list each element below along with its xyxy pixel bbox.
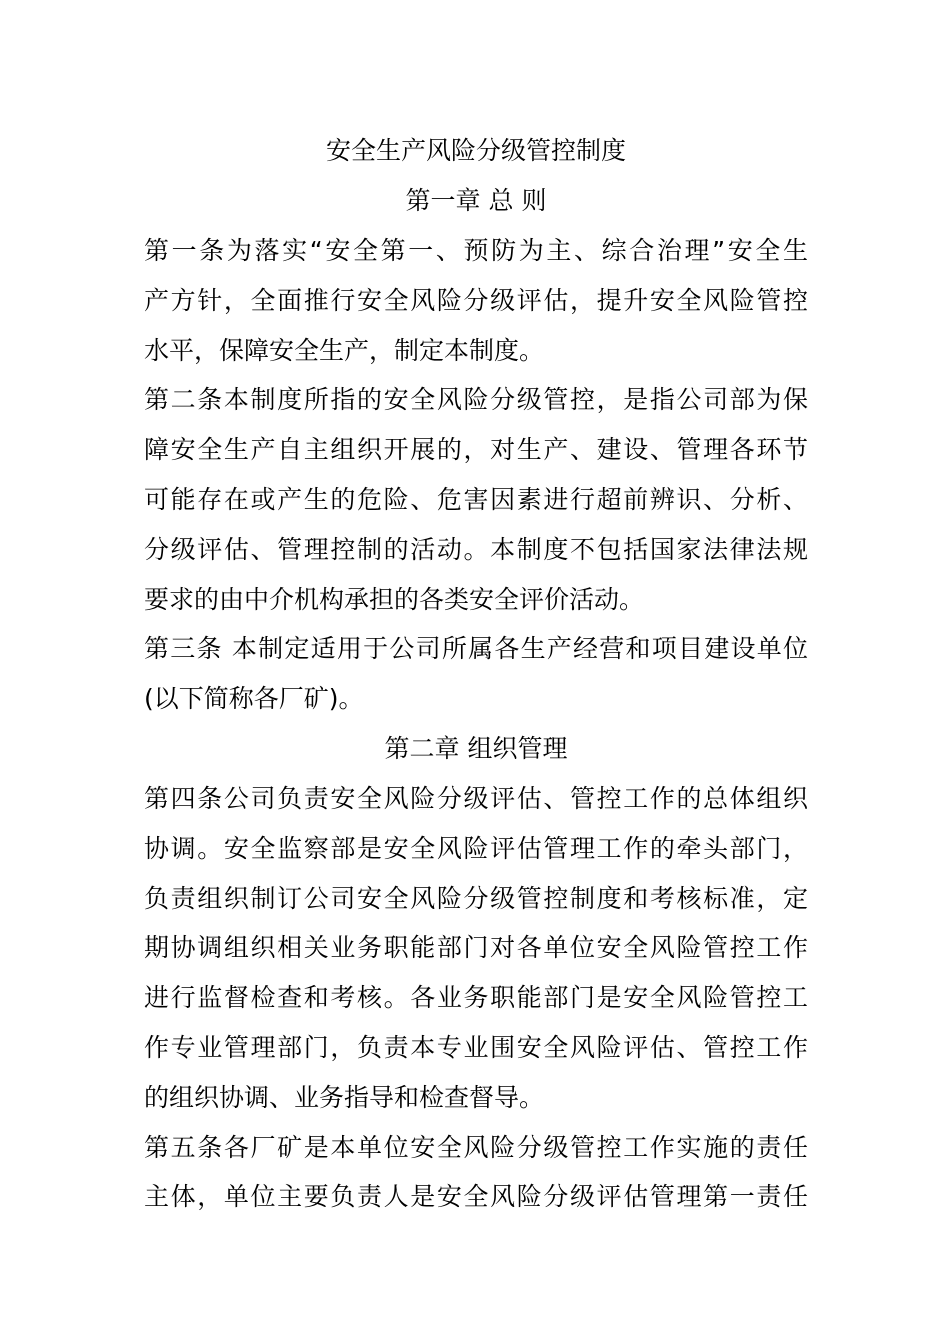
article-2-line-3: 可能存在或产生的危险、危害因素进行超前辨识、分析、 (144, 484, 808, 514)
article-4-line-3: 负责组织制订公司安全风险分级管控制度和考核标准，定 (144, 883, 808, 913)
document-title: 安全生产风险分级管控制度 (325, 136, 626, 165)
article-4-line-7: 的组织协调、业务指导和检查督导。 (144, 1082, 545, 1112)
chapter-2-heading: 第二章 组织管理 (384, 733, 568, 763)
article-1 (144, 226, 808, 375)
article-3-line-2: (以下简称各厂矿)。 (144, 684, 364, 714)
article-2-line-4: 分级评估、管理控制的活动。本制度不包括国家法律法规 (144, 534, 808, 564)
article-4-line-1: 第四条公司负责安全风险分级评估、管控工作的总体组织 (144, 783, 808, 813)
article-3-line-1: 第三条 本制定适用于公司所属各生产经营和项目建设单位 (144, 634, 808, 664)
document-page (144, 126, 808, 1222)
article-4-line-5: 进行监督检查和考核。各业务职能部门是安全风险管控工 (144, 983, 808, 1013)
article-1-line-1: 第一条为落实“安全第一、预防为主、综合治理”安全生 (144, 236, 808, 265)
article-5-line-2: 主体，单位主要负责人是安全风险分级评估管理第一责任 (144, 1182, 808, 1212)
article-2-line-1: 第二条本制度所指的安全风险分级管控，是指公司部为保 (144, 385, 808, 415)
article-2 (144, 375, 808, 624)
article-1-line-3: 水平，保障安全生产，制定本制度。 (144, 335, 545, 365)
article-1-line-2: 产方针，全面推行安全风险分级评估，提升安全风险管控 (144, 285, 808, 315)
article-4-line-2: 协调。安全监察部是安全风险评估管理工作的牵头部门， (144, 833, 808, 863)
article-4-line-4: 期协调组织相关业务职能部门对各单位安全风险管控工作 (144, 933, 808, 963)
article-4 (144, 774, 808, 1123)
article-2-line-5: 要求的由中介机构承担的各类安全评价活动。 (144, 584, 645, 614)
article-5-line-1: 第五条各厂矿是本单位安全风险分级管控工作实施的责任 (144, 1132, 808, 1162)
article-4-line-6: 作专业管理部门，负责本专业围安全风险评估、管控工作 (144, 1032, 808, 1062)
article-3 (144, 624, 808, 724)
chapter-1-heading: 第一章 总 则 (405, 186, 547, 215)
article-5 (144, 1123, 808, 1223)
article-2-line-2: 障安全生产自主组织开展的，对生产、建设、管理各环节 (144, 435, 808, 465)
